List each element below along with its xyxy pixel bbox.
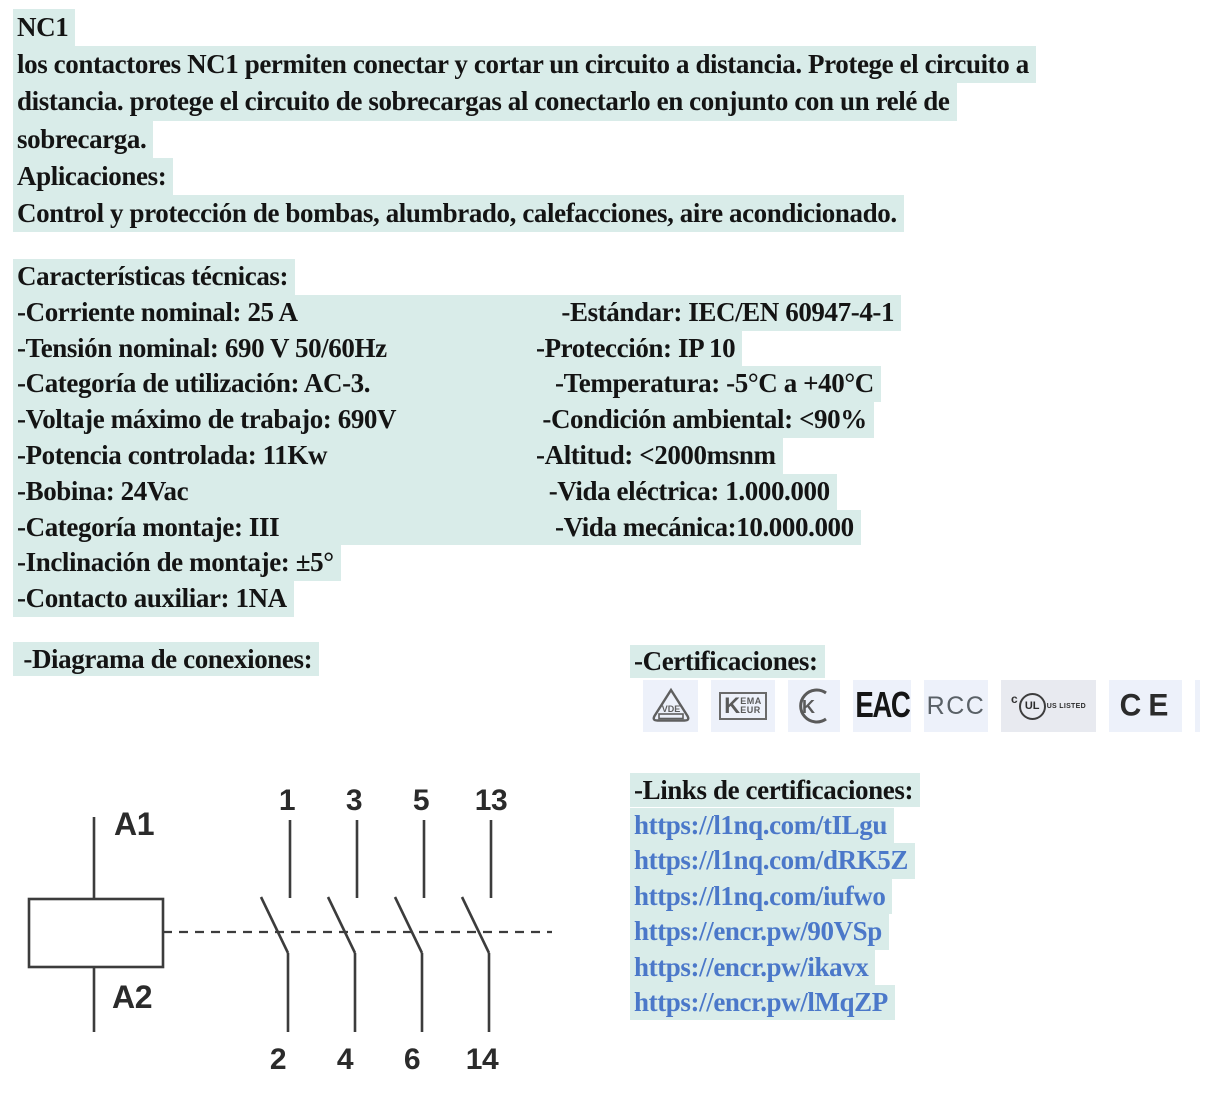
intro-text-line: sobrecarga.: [13, 121, 153, 158]
eac-text: EAC: [854, 685, 910, 726]
certification-link[interactable]: https://encr.pw/lMqZP: [630, 985, 895, 1020]
contact-blade: [261, 897, 288, 953]
spec-left: -Tensión nominal: 690 V 50/60Hz: [17, 332, 387, 363]
terminal-number: 13: [474, 784, 508, 817]
certifications-heading: -Certificaciones:: [630, 645, 825, 678]
spec-left: -Corriente nominal: 25 A: [17, 296, 298, 327]
spec-row: [13, 545, 901, 581]
kema-bottom-text: EUR: [740, 705, 761, 715]
links-heading-wrap: [630, 773, 920, 807]
vde-triangle-icon: [649, 685, 693, 727]
connection-diagram: [0, 780, 560, 1094]
terminal-number: 3: [345, 784, 363, 817]
spec-right: -Vida mecánica:10.000.000: [536, 511, 854, 542]
intro-text-line: distancia. protege el circuito de sobrecargas al conectarlo en conjunto con un relé de: [13, 83, 957, 120]
ul-c-prefix: c: [1011, 692, 1018, 706]
spec-right: -Vida eléctrica: 1.000.000: [536, 475, 830, 506]
ul-circle-icon: UL: [1019, 693, 1046, 720]
rcc-text: RCC: [926, 691, 986, 720]
applications-heading: Aplicaciones:: [13, 158, 173, 195]
coil-box: [29, 899, 163, 967]
contact-blade: [462, 897, 489, 953]
spec-left: -Categoría de utilización: AC-3.: [17, 368, 371, 399]
spec-left: -Potencia controlada: 11Kw: [17, 439, 328, 470]
spec-row: [13, 366, 901, 402]
certification-link[interactable]: https://l1nq.com/iufwo: [630, 879, 892, 914]
spec-right: -Temperatura: -5°C a +40°C: [536, 368, 874, 399]
terminal-number: 2: [269, 1043, 287, 1076]
cul-us-listed-logo: [1001, 680, 1096, 732]
coil-terminal-label: A2: [112, 979, 153, 1015]
certification-logos: [643, 680, 1200, 732]
terminal-number: 14: [465, 1043, 499, 1076]
spec-row: [13, 402, 901, 438]
tech-specs-heading: Características técnicas:: [13, 259, 295, 295]
svg-text:K: K: [802, 697, 815, 717]
certification-link[interactable]: https://encr.pw/ikavx: [630, 950, 875, 985]
spec-right: -Estándar: IEC/EN 60947-4-1: [536, 296, 895, 327]
kema-top-text: EMA: [740, 696, 762, 706]
product-title: NC1: [13, 9, 75, 46]
spec-right: -Condición ambiental: <90%: [536, 404, 867, 435]
certification-link[interactable]: https://l1nq.com/tILgu: [630, 808, 894, 843]
terminal-number: 4: [336, 1043, 354, 1076]
spec-left: -Bobina: 24Vac: [17, 475, 189, 506]
contact-blade: [395, 897, 422, 953]
certification-link[interactable]: https://encr.pw/90VSp: [630, 914, 889, 949]
rcc-logo: [924, 680, 988, 732]
spec-row: [13, 295, 901, 331]
applications-text: Control y protección de bombas, alumbrado, calefacciones, aire acondicionado.: [13, 195, 904, 232]
diagram-heading: -Diagrama de conexiones:: [13, 642, 319, 676]
vde-logo: [643, 680, 698, 732]
ul-listed-text: US LISTED: [1046, 702, 1086, 710]
spec-left: -Voltaje máximo de trabajo: 690V: [17, 404, 397, 435]
intro-section: [13, 9, 1036, 232]
spec-right: -Protección: IP 10: [536, 332, 736, 363]
kc-logo: [788, 680, 840, 732]
certification-links: [630, 808, 915, 1020]
tech-specs-section: [13, 259, 901, 617]
cutoff-logo-box: [1195, 680, 1200, 732]
terminal-number: 1: [278, 784, 296, 817]
links-heading: -Links de certificaciones:: [630, 773, 920, 807]
eac-logo: [853, 680, 911, 732]
kema-k-letter: K: [724, 693, 741, 718]
spec-row: [13, 581, 901, 617]
contact-blade: [328, 897, 355, 953]
spec-row: [13, 510, 901, 546]
spec-left: -Contacto auxiliar: 1NA: [13, 581, 294, 617]
svg-text:VDE: VDE: [661, 704, 680, 714]
kc-mark-icon: [793, 684, 835, 728]
terminal-number: 6: [403, 1043, 421, 1076]
ce-logo: [1109, 680, 1182, 732]
coil-terminal-label: A1: [114, 806, 155, 842]
cert-heading-wrap: [630, 645, 825, 678]
spec-row: [13, 474, 901, 510]
terminal-number: 5: [412, 784, 430, 817]
kema-keur-logo: [711, 680, 775, 732]
ce-text: CE: [1119, 688, 1176, 723]
spec-left: -Categoría montaje: III: [17, 511, 280, 542]
spec-row: [13, 438, 901, 474]
spec-row: [13, 331, 901, 367]
spec-left: -Inclinación de montaje: ±5°: [13, 545, 341, 581]
spec-right: -Altitud: <2000msnm: [536, 439, 776, 470]
diagram-heading-wrap: [13, 642, 319, 676]
certification-link[interactable]: https://l1nq.com/dRK5Z: [630, 843, 915, 878]
intro-text-line: los contactores NC1 permiten conectar y cortar un circuito a distancia. Protege el circuito a: [13, 46, 1036, 83]
